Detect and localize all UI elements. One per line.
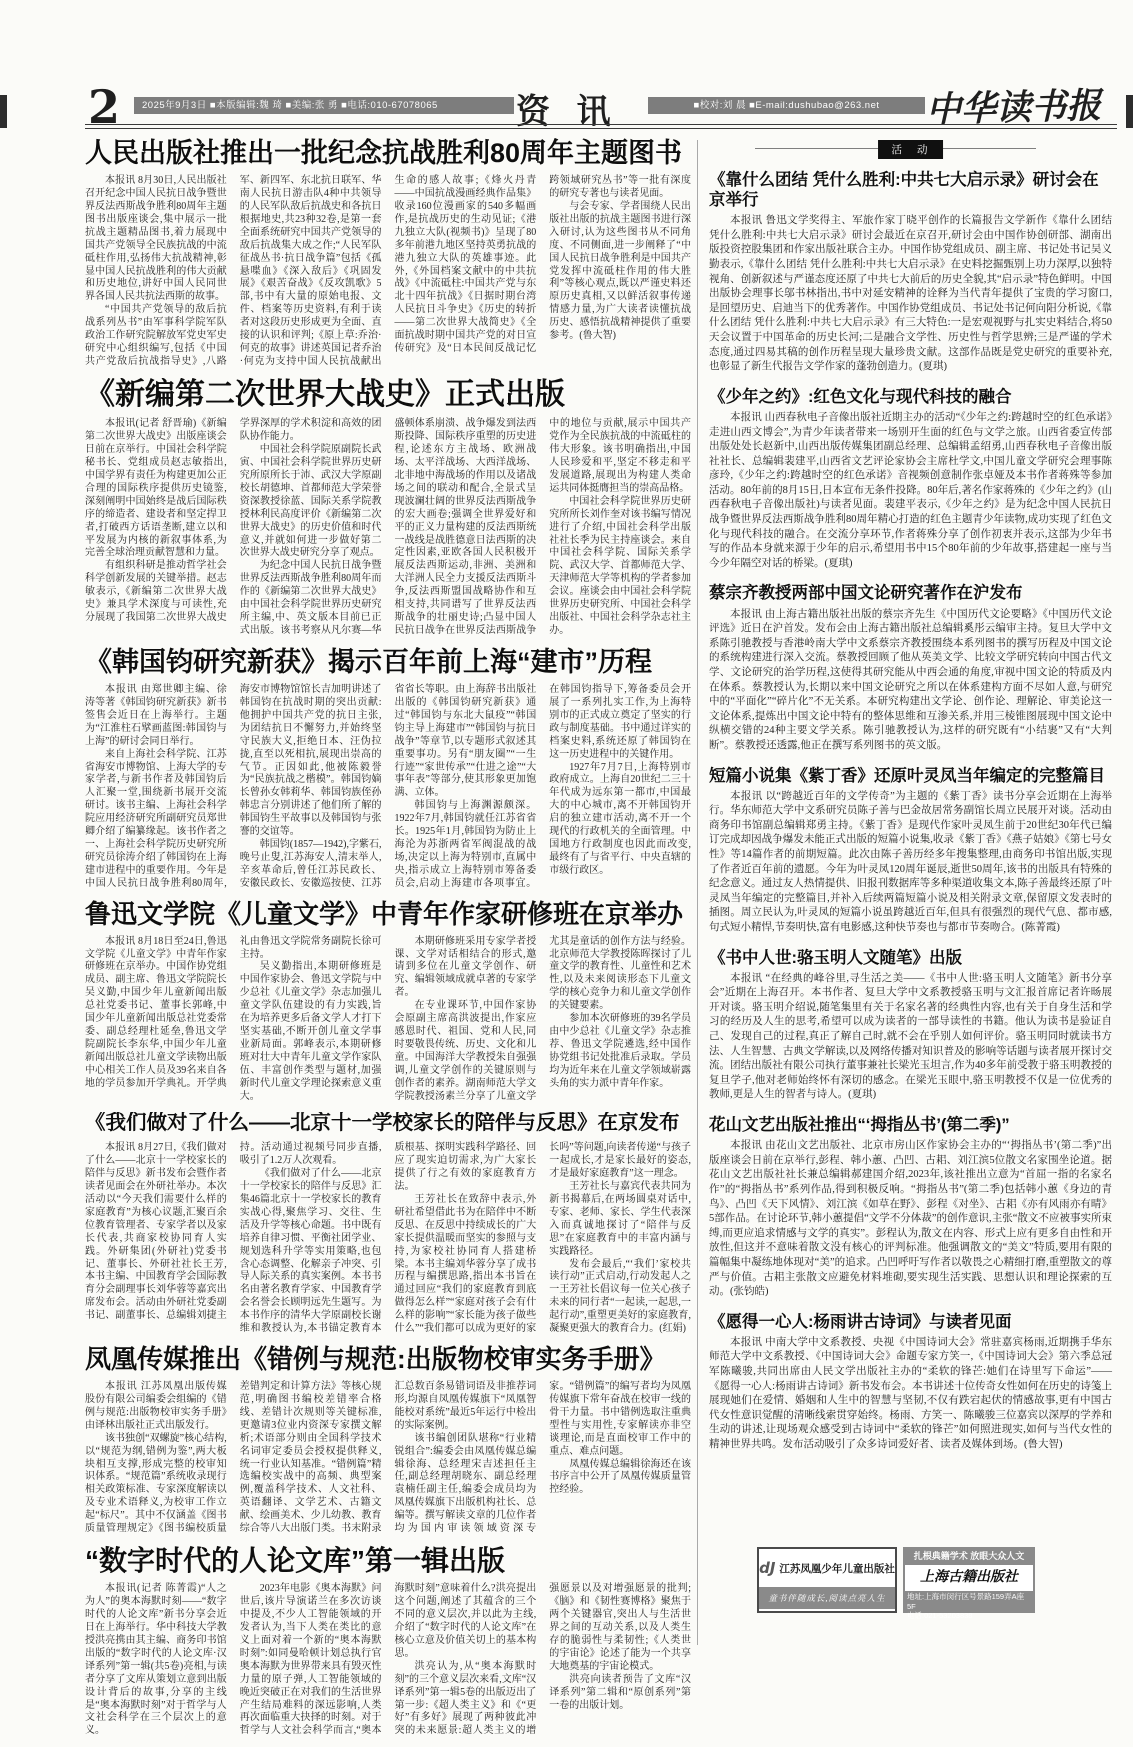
- page-number: 2: [88, 80, 121, 134]
- ad-phoenix-header: [759, 1549, 895, 1587]
- ad-phoenix-children-press: [757, 1547, 897, 1613]
- paragraph: 本报讯 8月27日,《我们做对了什么——北京十一学校家长的陪伴与反思》新书发布会暨作者读者见面会在外研社举办。本次活动以“今天我们需要什么样的家庭教育”为核心议题,汇聚百余位教育管理者、专家学者以及家长代表,共商家校协同育人实践。外研集团(外研社)党委书记、董事长、外研社社长王芳,本书主编、中国教育学会国际教育分会副理事长刘华蓉等嘉宾出席发布会。活动由外研社党委副书记、副董事长、总编辑刘捷主持。活动通过视频号同步直播,吸引了1.2万人次观看。: [85, 1142, 382, 1322]
- article-body: [85, 418, 691, 637]
- article-headline: “数字时代的人论文库”第一辑出版: [85, 1544, 506, 1576]
- paragraph: 该书编创团队堪称“行业精锐组合”:编委会由凤凰传媒总编辑徐海、总经理宋吉述担任主任,副总经理胡晓东、副总经理袁楠任副主任,编委会成员均为凤凰传媒旗下出版机构社长、总编等。撰写解读文章的几位作者均为国内审读领域资深专家。“错例篇”的编写者均为凤凰传媒旗下常年奋战在校审一线的骨干力量。书中错例选取注重典型性与实用性,专家解读亦非空谈理论,而是直面校审工作中的重点、难点问题。: [394, 1381, 691, 1535]
- ad-guji-address: 地址:上海市闵行区号景路159弄A座5F: [907, 1592, 1025, 1611]
- paragraph: 本报讯 “在经典的峰谷里,寻生活之美——《书中人世:骆玉明人文随笔》新书分享会”近期在上海召开。本书作者、复旦大学中文系教授骆玉明与文汇报首席记者许旸展开对谈。骆玉明介绍说,随笔集里有关于名家名著的经典性内容,也有关于自身生活和学习的经历及人生的思考,希望可以成为读者的一部导读性的书籍。他认为读书是验证自己、发现自己的过程,真正了解自己时,就不会在乎别人如何评价。骆玉明同时就读书方法、人生智慧、古典文学解读,以及网络传播对知识普及的影响等话题与读者展开探讨交流。团结出版社有限公司执行董事兼社长梁光玉坦言,作为40多年前受教于骆玉明教授的复旦学子,他对老师始终怀有深切的感念。在梁光玉眼中,骆玉明教授不仅是一位优秀的教师,更是人生的智者与诗人。(夏琪): [709, 972, 1112, 1101]
- article-headline: 《韩国钧研究新获》揭示百年前上海“建市”历程: [85, 646, 652, 677]
- side-article-luoyuming: [709, 948, 1112, 1103]
- article-body: [85, 936, 691, 1104]
- paragraph: 参加本次研修班的39名学员由中少总社《儿童文学》杂志推荐、鲁迅文学院遴选,经中国作协党组书记处批准后录取。学员均为近年来在儿童文学领域崭露头角的实力派中青年作家。: [549, 1013, 691, 1089]
- paragraph: 本报讯 山西春秋电子音像出版社近期主办的活动“《少年之约:跨越时空的红色承诺》走进山西文博会”,为青少年读者带来一场别开生面的红色与文学之旅。山西省委宣传部出版处处长赵新中,山西出版传媒集团副总经理、总编辑孟绍勇,山西春秋电子音像出版社社长、总编辑裴建平,山西省文艺评论家协会主席杜学文,中国儿童文学研究会理事陈彦玲,《少年之约:跨越时空的红色承诺》音视频创意制作张卓娅及本书作者蒋殊等参加活动。80年前的8月15日,日本宣布无条件投降。80年后,著名作家蒋殊的《少年之约》(山西春秋电子音像出版社)与读者见面。裴建平表示,《少年之约》是为纪念中国人民抗日战争暨世界反法西斯战争胜利80周年精心打造的红色主题青少年读物,成功实现了红色文化与现代科技的融合。在交流分享环节,作者蒋殊分享了创作初衷并表示,这部为少年书写的作品本身就来源于少年的启示,希望用书中15个80年前的少年故事,搭建起一座与当今少年隔空对话的桥梁。(夏琪): [709, 411, 1112, 569]
- paragraph: 来自上海社会科学院、江苏省海安市博物馆、上海大学的专家学者,与新书作者及韩国钧后人汇聚一堂,围绕新书展开交流研讨。该书主编、上海社会科学院应用经济研究所副研究员郑世卿介绍了编纂缘起。该书作者之一、上海社会科学院历史研究所研究员徐涛介绍了韩国钧在上海建市进程中的重要作用。今年是中国人民抗日战争胜利80周年,海安市博物馆馆长吉加明讲述了韩国钧在抗战时期的突出贡献:他拥护中国共产党的抗日主张,为团结抗日不懈努力,并始终坚守民族大义,拒绝日本、汪伪拉拢,直至以死相抗,展现出崇高的气节。正因如此,他被陈毅誉为“民族抗战之楷模”。韩国钧嫡长曾孙女韩莉华、韩国钧族侄孙韩忠言分别讲述了他们所了解的韩国钧生平故事以及韩国钧与张謇的交谊等。: [85, 684, 382, 889]
- side-article-body: [709, 1336, 1112, 1453]
- paragraph: 本报讯(记者 陈菁霞)“人之为人”的奥本海默时刻——“数字时代的人论文库”新书分享会近日在上海举行。华中科技大学教授洪亮携由其主编、商务印书馆出版的“数字时代的人论文库·汉译系列”第一辑(共5卷)亮相,与读者分享了文库从策划立意到出版设计背后的故事,分享的主线是“奥本海默时刻”对于哲学与人文社会科学在三个层次上的意义。: [85, 1583, 227, 1737]
- paragraph: 本报讯 江苏凤凰出版传媒股份有限公司编委会组编的《错例与规范:出版物校审实务手册》由译林出版社正式出版发行。: [85, 1381, 227, 1431]
- activity-column: [709, 140, 1112, 1453]
- ad-shanghai-guji-press: [903, 1547, 1035, 1620]
- paragraph: 《我们做对了什么——北京十一学校家长的陪伴与反思》汇集46篇北京十一学校家长的教育实战心得,聚焦学习、交往、生活及升学等核心命题。书中既有培养自律习惯、平衡社团学业、规划选科升学等实用策略,也包含心态调整、化解亲子冲突、引导人际关系的真实案例。本书书名由著名教育学家、中国教育学会名誉会长顾明远先生题写。为本书作序的清华大学原副校长谢维和教授认为,本书锚定教育本质根基、探明实践科学路径、回应了现实迫切需求,为广大家长提供了行之有效的家庭教育方法。: [239, 1142, 537, 1335]
- article-headline: 《我们做对了什么——北京十一学校家长的陪伴与反思》在京发布: [85, 1112, 680, 1135]
- newspaper-masthead: 中华读书报: [925, 85, 1102, 131]
- side-article-thumb-series: [709, 1115, 1112, 1300]
- side-article-body: [709, 790, 1112, 936]
- side-article-headline: 花山文艺出版社推出“‘拇指丛书’(第二季)”: [709, 1116, 1010, 1135]
- header-rule: [85, 124, 1117, 129]
- side-article-lilac: [709, 766, 1112, 936]
- paragraph: 中国社会科学院原副院长武寅、中国社会科学院世界历史研究所原所长于沛、武汉大学原副校长胡德坤、首都师范大学荣誉资深教授徐蓝、国际关系学院教授林利民高度评价《新编第二次世界大战史》的历史价值和时代意义,并就如何进一步做好第二次世界大战史研究分享了观点。: [239, 444, 382, 559]
- article-body: [85, 1142, 691, 1336]
- paragraph: 本报讯 鲁迅文学奖得主、军旅作家丁晓平创作的长篇报告文学新作《靠什么团结 凭什么胜利:中共七大启示录》研讨会最近在京召开,研讨会由中国作协创研部、湖南出版投资控股集团和作家出版社联合主办。中国作协党组成员、副主席、书记处书记吴义勤表示,《靠什么团结 凭什么胜利:中共七大启示录》在史料挖掘甄别上功力深厚,以独特视角、创新叙述与严谨态度还原了中共七大前后的历史全貌,其“启示录”特色鲜明。中国出版协会理事长邬书林指出,书中对延安精神的诠释为当代青年提供了宝贵的学习窗口,是回望历史、启迪当下的优秀著作。中国作协党组成员、书记处书记何向阳分析说,《靠什么团结 凭什么胜利:中共七大启示录》有三大特色:一是宏观视野与扎实史料结合,将50天会议置于中国革命的历史长河;二是融合文学性、历史性与哲学思辨;三是严谨的学术态度,通过四易其稿的创作历程呈现大量珍贵文献。这部作品既是党史研究的重要补充,也彰显了新生代报告文学作家的蓬勃创造力。(夏琪): [709, 215, 1112, 373]
- side-article-headline: 《愿得一心人:杨雨讲古诗词》与读者见面: [709, 1312, 1012, 1331]
- ad-guji-phone: 电话:021-53203838: [907, 1611, 973, 1620]
- paragraph: 在专业课环节,中国作家协会原副主席高洪波提出,作家应感恩时代、祖国、党和人民,同时要敬畏传统、历史、文化和儿童。中国海洋大学教授朱自强强调,儿童文学创作的关键原则与创作者的素养。湖南师范大学文学院教授汤素兰分享了儿童文学尤其是童话的创作方法与经验。北京师范大学教授陈晖探讨了儿童文学的教育性、儿童性和艺术性,以及未来阅读形态下儿童文学的核心竞争力和儿童文学创作的关键要素。: [394, 935, 691, 1102]
- article-hanguojun: [85, 647, 691, 891]
- paragraph: 王芳社长与嘉宾代表共同为新书揭幕后,在两场圆桌对话中,专家、老师、家长、学生代表深入而真诚地探讨了“陪伴与反思”在家庭教育中的丰富内涵与实践路径。: [549, 1181, 691, 1257]
- side-article-body: [709, 1139, 1112, 1300]
- paragraph: 本期研修班采用专家学者授课、文学对话相结合的形式,邀请到多位在儿童文学创作、研究、编辑领域成就卓著的专家学者。: [394, 935, 537, 999]
- article-body: [85, 684, 691, 891]
- ad-phoenix-tagline: 童书伴随成长,阅读点亮人生: [759, 1587, 895, 1609]
- article-luxun-academy: [85, 900, 691, 1104]
- paragraph: 王芳社长在致辞中表示,外研社希望借此书为在陪伴中不断反思、在反思中持续成长的广大家长提供温暖而坚实的参照与支持,为家校社协同育人搭建桥梁。本书主编刘华蓉分享了成书历程与编撰思路,指出本书旨在通过回应“我们的家庭教育到底做得怎么样”“家庭对孩子会有什么样的影响”“家长能为孩子做些什么”“我们都可以成为更好的家长吗”等问题,向读者传递“与孩子一起成长,才是家长最好的姿态,才是最好家庭教育”这一理念。: [394, 1142, 691, 1335]
- side-article-headline: 短篇小说集《紫丁香》还原叶灵凤当年编定的完整篇目: [709, 766, 1105, 785]
- paragraph: 为纪念中国人民抗日战争暨世界反法西斯战争胜利80周年而作的《新编第二次世界大战史》由中国社会科学院世界历史研究所主编,中、英文版本目前已正式出版。该书考察从凡尔赛—华盛顿体系崩溃、战争爆发到法西斯投降、国际秩序重塑的历史进程,论述东方主战场、欧洲战场、太平洋战场、大西洋战场、北非地中海战场的作用以及诸战场之间的联动和配合,全景式呈现波澜壮阔的世界反法西斯战争的宏大画卷;强调全世界爱好和平的正义力量构建的反法西斯统一战线是战胜德意日法西斯的决定性因素,亚欧各国人民积极开展反法西斯运动,非洲、美洲和大洋洲人民全力支援反法西斯斗争,反法西斯盟国战略协作和互相支持,共同谱写了世界反法西斯战争的壮丽史诗;凸显中国人民抗日战争在世界反法西斯战争中的地位与贡献,展示中国共产党作为全民族抗战的中流砥柱的伟大形象。该书明确指出,中国人民珍爱和平,坚定不移走和平发展道路,展现出为构建人类命运共同体挺膺担当的崇高品格。: [239, 418, 691, 636]
- ad-phoenix-name: 江苏凤凰少年儿童出版社: [779, 1562, 895, 1575]
- paragraph: 本报讯 由上海古籍出版社出版的蔡宗齐先生《中国历代文论要略》《中国历代文论评选》近日在沪首发。发布会由上海古籍出版社总编辑奚彤云编审主持。复旦大学中文系陈引驰教授与香港岭南大学中文系蔡宗齐教授围绕本系列图书的撰写历程及中国文论的系统构建进行深入交流。蔡教授回顾了他从英美文学、比较文学研究转向中国古代文学、文论研究的治学历程,这使得其研究能从中西会通的角度,审视中国文论的特质及内在体系。蔡教授认为,长期以来中国文论研究之所以在体系建构方面不尽如人意,与研究中的“平面化”“碎片化”不无关系。本研究构建出文学论、创作论、理解论、审美论这一文论体系,提炼出中国文论中特有的整体思维和互渗关系,并用三棱锥图展现中国文论中纵横交错的24种主要文学关系。陈引驰教授认为,这样的研究既有“小结裹”又有“大判断”。蔡教授还透露,他正在撰写系列图书的英文版。: [709, 608, 1112, 751]
- activity-badge: 活 动: [878, 140, 944, 159]
- scan-edge-left: [0, 95, 7, 128]
- paragraph: 2023年电影《奥本海默》问世后,该片导演诺兰在多次访谈中提及,不少人工智能领域的开发者认为,当下人类在类比的意义上面对着一个新的“奥本海默时刻”:如同曼哈顿计划总执行官奥本海默为世界带来具有毁灭性力量的原子弹,人工智能领域的晚近突破正在对我们的生活世界产生结局难料的深远影响,人类再次面临重大抉择的时刻。对于哲学与人文社会科学而言,“奥本海默时刻”意味着什么?洪亮提出这个问题,阐述了其蕴含的三个不同的意义层次,并以此为主线,介绍了“数字时代的人论文库”在核心立意及价值关切上的基本构思。: [239, 1583, 537, 1737]
- paragraph: 本报讯 中南大学中文系教授、央视《中国诗词大会》常驻嘉宾杨雨,近期携手华东师范大学中文系教授、《中国诗词大会》命题专家方笑一,《中国诗词大会》第六季总冠军陈曦骏,共同出席由人民文学出版社主办的“柔软的锋芒:她们在诗里写下命运”——《愿得一心人:杨雨讲古诗词》新书发布会。本书讲述十位传奇女性如何在历史的诗笺上展现她们在爱情、婚姻和人生中的智慧与坚韧,不仅有跌宕起伏的情感故事,更有中国古代女性意识觉醒的清晰线索贯穿始终。杨雨、方笑一、陈曦骏三位嘉宾以深厚的学养和生动的讲述,让现场观众感受到古诗词中“柔软的锋芒”如何照进现实,如何与当代女性的精神世界共鸣。发布活动吸引了众多诗词爱好者、读者及媒体到场。(鲁大智): [709, 1336, 1112, 1450]
- article-headline: 凤凰传媒推出《错例与规范:出版物校审实务手册》: [85, 1345, 666, 1374]
- paragraph: 凤凰传媒总编辑徐海还在该书序言中公开了凤凰传媒质量管控经验。: [549, 1458, 691, 1496]
- paragraph: 该书独创“双螺旋”核心结构,以“规范为纲,错例为鉴”,两大板块相互支撑,形成完整的校审知识体系。“规范篇”系统收录现行相关政策标准、专家深度解读以及专业术语释义,为校审工作立起“标尺”。其中不仅涵盖《图书质量管理规定》《图书编校质量差错判定和计算方法》等核心规范,明确图书编校差错率合格线、差错计次规则等关键标准,更邀请3位业内资深专家撰文解析;术语部分则由全国科学技术名词审定委员会授权提供释义,统一行业认知基准。“错例篇”精选编校实战中的高频、典型案例,覆盖科学技术、人文社科、英语翻译、文学艺术、古籍文献、绘画美术、少儿幼教、教育综合等八大出版门类。书末附录汇总数百条易错词语及非推荐词形,均源自凤凰传媒旗下“凤凰智能校对系统”最近5年运行中检出的实际案例。: [85, 1381, 537, 1535]
- main-column: [85, 136, 691, 1747]
- paragraph: “中国共产党领导的敌后抗战系列丛书”由军事科学院军队政治工作研究院解放军党史军史研究中心组织编写,包括《中国共产党敌后抗战指导史》,八路军、新四军、东北抗日联军、华南人民抗日游击队4种中共领导的人民军队敌后抗战史和各抗日根据地史,共23种32卷,是第一套全面系统研究中国共产党领导的敌后抗战集大成之作;“人民军队征战丛书·抗日战争篇”包括《孤悬喋血》《深入敌后》《巩固发展》《艰苦奋战》《反攻凯歌》5部,书中有大量的原始电报、文件、档案等历史资料,有利于读者对这段历史形成更为全面、直接的认识和评判;《原上草:乔治·何克的故事》讲述英国记者乔治·何克为支持中国人民抗战献出生命的感人故事;《烽火丹青——中国抗战漫画经典作品集》收录160位漫画家的540多幅画作,是抗战历史的生动见证;《港九独立大队(视频书)》呈现了80多年前港九地区坚持英勇抗战的港九独立大队的英雄事迹。此外,《外国档案文献中的中共抗战》《中流砥柱:中国共产党与东北十四年抗战》《日据时期台湾人民抗日斗争史》《历史的转折——第二次世界大战简史》《全面抗战时期中国共产党的对日宣传研究》及“日本民间反战记忆跨领域研究丛书”等一批有深度的研究专著也与读者见面。: [85, 175, 691, 367]
- edition-info-bar: 2025年9月3日 ■本版编辑:魏 琦 ■美编:张 勇 ■电话:010-67078065: [134, 97, 514, 114]
- article-digital-library: [85, 1545, 691, 1738]
- column-divider: [697, 140, 698, 1645]
- side-article-yangyu: [709, 1312, 1112, 1453]
- paragraph: 本报讯 由花山文艺出版社、北京市房山区作家协会主办的“‘拇指丛书’(第二季)”出版座谈会日前在京举行,彭程、韩小蕙、凸凹、古耜、刘江滨5位散文名家围坐论道。据花山文艺出版社社长兼总编辑郝建国介绍,2023年,该社推出立意为“首屈一指的名家名作”的“拇指丛书”系列作品,得到积极反响。“拇指丛书”(第二季)包括韩小蕙《身边的青鸟》、凸凹《天下风情》、刘江滨《如草在野》、彭程《对坐》、古耜《亦有风雨亦有晴》5部作品。在讨论环节,韩小蕙提倡“文学不分体裁”的创作意识,主张“散文不应被事实所束缚,而更应追求情感与文学的真实”。彭程认为,散文在内容、形式上应有更多自由性和开放性,但这并不意味着散文没有核心的评判标准。他强调散文的“美文”特质,要用有限的篇幅集中凝练地体现对“美”的追求。凸凹呼吁写作者以敬畏之心精细打磨,重塑散文的尊严与价值。古耜主张散文应避免材料堆砌,要实现生活实践、思想认识和理论探索的互动。(张钧皓): [709, 1140, 1112, 1298]
- article-body: [85, 1583, 691, 1738]
- paragraph: 中国社会科学院世界历史研究所所长刘作奎对该书编写情况进行了介绍,中国社会科学出版社社长季为民主持座谈会。来自中国社会科学院、国际关系学院、武汉大学、首都师范大学、天津师范大学等机构的学者参加会议。座谈会由中国社会科学院世界历史研究所、中国社会科学出版社、中国社会科学杂志社主办。: [549, 495, 691, 636]
- side-article-body: [709, 972, 1112, 1103]
- article-headline: 人民出版社推出一批纪念抗战胜利80周年主题图书: [85, 138, 683, 168]
- article-body: [85, 1381, 691, 1536]
- paragraph: 洪亮认为,从“奥本海默时刻”的三个意义层次来看,文库“汉译系列”第一辑5卷的出版迈出了第一步:《超人类主义》和《“更好”有多好》展现了两种彼此冲突的未来愿景:超人类主义的增强愿景以及对增强愿景的批判;《脑》和《韧性赛博格》聚焦于两个关键器官,突出人与生活世界之间的互动关系,以及人类生存的脆弱性与柔韧性;《人类世的宇宙论》论述了能为一个共享大地奠基的宇宙论模式。: [394, 1583, 691, 1737]
- side-article-qida-seminar: [709, 170, 1112, 375]
- paragraph: 本报讯 8月18日至24日,鲁迅文学院《儿童文学》中青年作家研修班在京举办。中国作协党组成员、副主席、鲁迅文学院院长吴义勤,中国少年儿童新闻出版总社党委书记、董事长郭峰,中国少年儿童新闻出版总社党委常委、副总经理杜延垒,鲁迅文学院副院长李东华,中国少年儿童新闻出版总社儿童文学读物出版中心相关工作人员及39名来自各地的学员参加开学典礼。开学典礼由鲁迅文学院常务副院长徐可主持。: [85, 935, 382, 1089]
- side-article-headline: 《少年之约》:红色文化与现代科技的融合: [709, 387, 1012, 406]
- paragraph: 与会专家、学者围绕人民出版社出版的抗战主题图书进行深入研讨,认为这些图书从不同角度、不同侧面,进一步阐释了“中国人民抗日战争胜利是中国共产党发挥中流砥柱作用的伟大胜利”等核心观点,既以严谨史料还原历史真相,又以鲜活叙事传递情感力量,为广大读者读懂抗战历史、感悟抗战精神提供了重要参考。(鲁大智): [549, 201, 691, 342]
- side-article-headline: 《书中人世:骆玉明人文随笔》出版: [709, 948, 962, 967]
- activity-rule: [709, 140, 1112, 158]
- article-headline: 鲁迅文学院《儿童文学》中青年作家研修班在京举办: [85, 899, 684, 929]
- article-body: [85, 175, 691, 369]
- paragraph: 本报讯 8月30日,人民出版社召开纪念中国人民抗日战争暨世界反法西斯战争胜利80周年主题图书出版座谈会,集中展示一批抗战主题精品图书,着力展现中国共产党领导全民族抗战的中流砥柱作用,弘扬伟大抗战精神,彰显中国人民抗战胜利的伟大贡献和历史地位,讲好中国人民同世界各国人民共抗法西斯的故事。: [85, 175, 227, 303]
- article-anti-war-books: [85, 138, 691, 369]
- paragraph: 韩国钧(1857—1942),字紫石,晚号止叟,江苏海安人,清末举人,辛亥革命后,曾任江苏民政长、安徽民政长、安徽巡按使、江苏省省长等职。由上海辞书出版社出版的《韩国钧研究新获》通过“韩国钧与东北大鼠疫”“韩国钧主导上海建市”“韩国钧与抗日战争”等章节,以专题形式叙述其重要事功。另有“朋友圈”“一生行迹”“家世传承”“仕进之途”“大事年表”等部分,使其形象更加饱满、立体。: [239, 684, 537, 889]
- ad-guji-name: 上海古籍出版社: [905, 1565, 1033, 1591]
- side-article-caizongqi: [709, 583, 1112, 753]
- side-article-body: [709, 214, 1112, 375]
- side-article-body: [709, 411, 1112, 572]
- article-headline: 《新编第二次世界大战史》正式出版: [85, 377, 565, 411]
- phoenix-logo-icon: dJ: [759, 1559, 776, 1577]
- side-article-shaonian-zhiyue: [709, 387, 1112, 572]
- paragraph: 发布会最后,“‘我们’家校共读行动”正式启动,行动发起人之一王芳社长倡议每一位关心孩子未来的同行者“一起读,一起思,一起行动”,重塑更美好的家庭教育,凝聚更强大的教育合力。(红娟): [549, 1258, 691, 1335]
- paragraph: 本报讯 以“跨越近百年的文学传奇”为主题的《紫丁香》读书分享会近期在上海举行。华东师范大学中文系研究员陈子善与巴金故居常务副馆长周立民展开对谈。活动由商务印书馆副总编辑郑勇主持。《紫丁香》是现代作家叶灵凤生前于20世纪30年代已编订完成却因战争爆发未能正式出版的短篇小说集,收录《紫丁香》《燕子姑娘》《第七号女性》等14篇作者的前期短篇。此次由陈子善历经多年搜集整理,由商务印书馆出版,实现了作者近百年前的遗愿。今年为叶灵凤120周年诞辰,逝世50周年,该书的出版具有特殊的纪念意义。通过友人热情提供、旧报刊数据库等多种渠道收集文本,陈子善最终还原了叶灵凤当年编定的完整篇目,并补入后续两篇短篇小说及相关附录文章,保留原文发表时的插图。周立民认为,叶灵凤的短篇小说虽跨越近百年,但具有很强烈的现代气息、都市感,句式短小精悍,节奏明快,富有电影感,这种快节奏也与都市节奏吻合。(陈菁霞): [709, 790, 1112, 933]
- paragraph: 洪亮向读者预告了文库“汉译系列”第二辑和“原创系列”第一卷的出版计划。: [549, 1673, 691, 1711]
- paragraph: 有组织科研是推动哲学社会科学创新发展的关键举措。赵志敏表示,《新编第二次世界大战史》兼具学术深度与可读性,充分展现了我国第二次世界大战史学界深厚的学术积淀和高效的团队协作能力。: [85, 418, 382, 624]
- paragraph: 本报讯(记者 舒晋瑜)《新编第二次世界大战史》出版座谈会日前在京举行。中国社会科学院秘书长、党组成员赵志敏指出,中国学界有责任为构建更加公正合理的国际秩序提供历史镜鉴,深刻阐明中国始终是战后国际秩序的缔造者、建设者和坚定捍卫者,打破西方话语垄断,建立以和平发展为内核的新叙事体系,为完善全球治理贡献智慧和力量。: [85, 418, 227, 559]
- article-parenting-book: [85, 1112, 691, 1336]
- paragraph: 本报讯 由郑世卿主编、徐涛等著《韩国钧研究新获》新书签售会近日在上海举行。主题为“江淮柱石擘画蓝图:韩国钧与上海”的研讨会同日举行。: [85, 684, 227, 747]
- ad-guji-slogan: 扎根典籍学术 放眼大众人文: [913, 1551, 1025, 1561]
- article-wwii-history: [85, 378, 691, 638]
- paragraph: 1927年7月7日,上海特别市政府成立。上海自20世纪二三十年代成为远东第一都市,中国最大的中心城市,离不开韩国钧开启的独立建市活动,离不开一个现代的行政机关的全面管理。中国地方行政制度也因此而改变,最终有了与省平行、中央直辖的市级行政区。: [549, 761, 691, 876]
- contact-info-bar: ■校对:刘 晨 ■E-mail:dushubao@263.net: [648, 97, 925, 114]
- paragraph: 吴义勤指出,本期研修班是中国作家协会、鲁迅文学院与中少总社《儿童文学》杂志加强儿童文学队伍建设的有力实践,旨在为培养更多后备文学人才打下坚实基础,不断开创儿童文学事业新局面。郭峰表示,本期研修班对壮大中青年儿童文学作家队伍、丰富创作类型与题材,加强新时代儿童文学理论探索意义重大。: [239, 961, 382, 1102]
- paragraph: 韩国钧与上海渊源颇深。1922年7月,韩国钧就任江苏省省长。1925年1月,韩国钧为防止上海沦为苏浙两省军阀混战的战场,决定以上海为特别市,直属中央,指示成立上海特别市筹备委员会,启动上海建市各项事宜。在韩国钧指导下,筹备委员会开展了一系列扎实工作,为上海特别市的正式成立奠定了坚实的行政与制度基础。书中通过详实的档案史料,系统还原了韩国钧在这一历史进程中的关键作用。: [394, 684, 691, 889]
- article-phoenix-manual: [85, 1345, 691, 1536]
- side-article-headline: 蔡宗齐教授两部中国文论研究著作在沪发布: [709, 584, 1023, 603]
- side-article-headline: 《靠什么团结 凭什么胜利:中共七大启示录》研讨会在京举行: [709, 171, 1099, 210]
- side-article-body: [709, 608, 1112, 754]
- ad-guji-contact: [903, 1591, 1035, 1620]
- section-title: 资 讯: [516, 94, 620, 131]
